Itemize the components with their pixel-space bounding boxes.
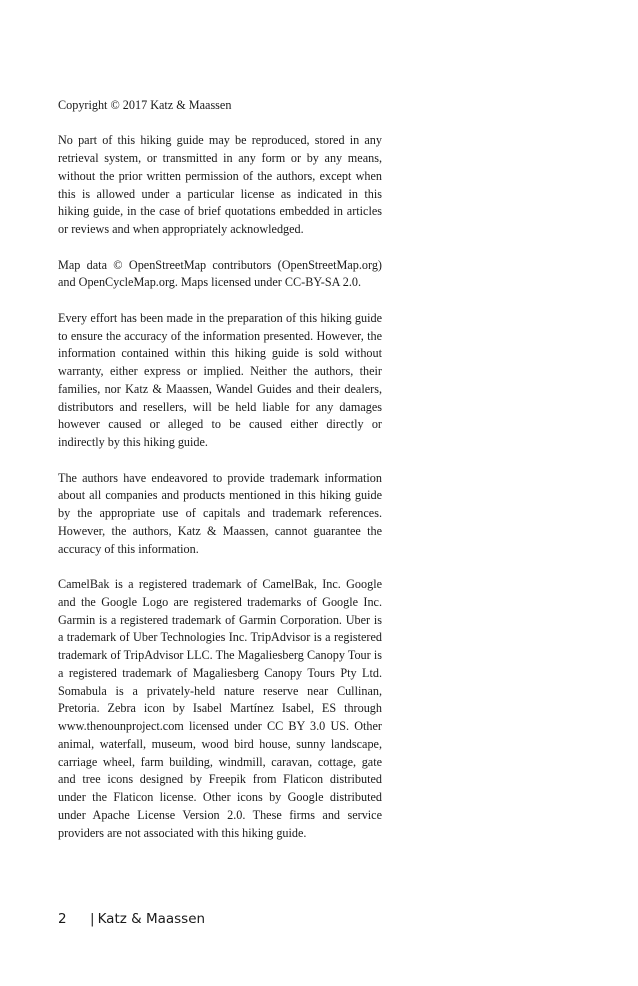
map-data-credit: Map data © OpenStreetMap contributors (OpenStreetMap.org) and OpenCycleMap.org. Maps licensed under CC-BY-SA 2.0. [58, 257, 382, 290]
page-number: 2 [58, 911, 67, 927]
copyright-page-body [58, 97, 382, 860]
page-footer [58, 911, 205, 927]
reproduction-notice: No part of this hiking guide may be reproduced, stored in any retrieval system, or transmitted in any form or by any means, without the prior written permission of the authors, except when this is allowed under a particular license as indicated in this hiking guide, in the case of brief quotations embedded in articles or reviews and when appropriately acknowledged. [58, 133, 382, 236]
trademark-notice: The authors have endeavored to provide trademark information about all companies and products mentioned in this hiking guide by the appropriate use of capitals and trademark references. However, the authors, Katz & Maassen, cannot guarantee the accuracy of this information. [58, 470, 382, 556]
running-title: Katz & Maassen [97, 911, 206, 927]
trademark-list: CamelBak is a registered trademark of CamelBak, Inc. Google and the Google Logo are registered trademarks of Google Inc. Garmin is a registered trademark of Garmin Corporation. Uber is a trademark of Uber Technologies Inc. TripAdvisor is a registered trademark of TripAdvisor LLC. The Magaliesberg Canopy Tour is a registered trademark of Magaliesberg Canopy Tours Pty Ltd. Somabula is a privately-held nature reserve near Cullinan, Pretoria. Zebra icon by Isabel Martínez Isabel, ES through www.thenounproject.com licensed under CC BY 3.0 US. Other animal, waterfall, museum, wood bird house, sunny landscape, carriage wheel, farm building, windmill, caravan, cottage, gate and tree icons designed by Freepik from Flaticon distributed under the Flaticon license. Other icons by Google distributed under Apache License Version 2.0. These firms and service providers are not associated with this hiking guide. [58, 577, 382, 840]
warranty-disclaimer: Every effort has been made in the preparation of this hiking guide to ensure the accuracy of the information presented. However, the information contained within this hiking guide is sold without warranty, either express or implied. Neither the authors, their families, nor Katz & Maassen, Wandel Guides and their dealers, distributors and resellers, will be held liable for any damages however caused or alleged to be caused either directly or indirectly by this hiking guide. [58, 310, 382, 449]
copyright-notice: Copyright © 2017 Katz & Maassen [58, 98, 232, 112]
footer-divider: | [90, 911, 95, 927]
